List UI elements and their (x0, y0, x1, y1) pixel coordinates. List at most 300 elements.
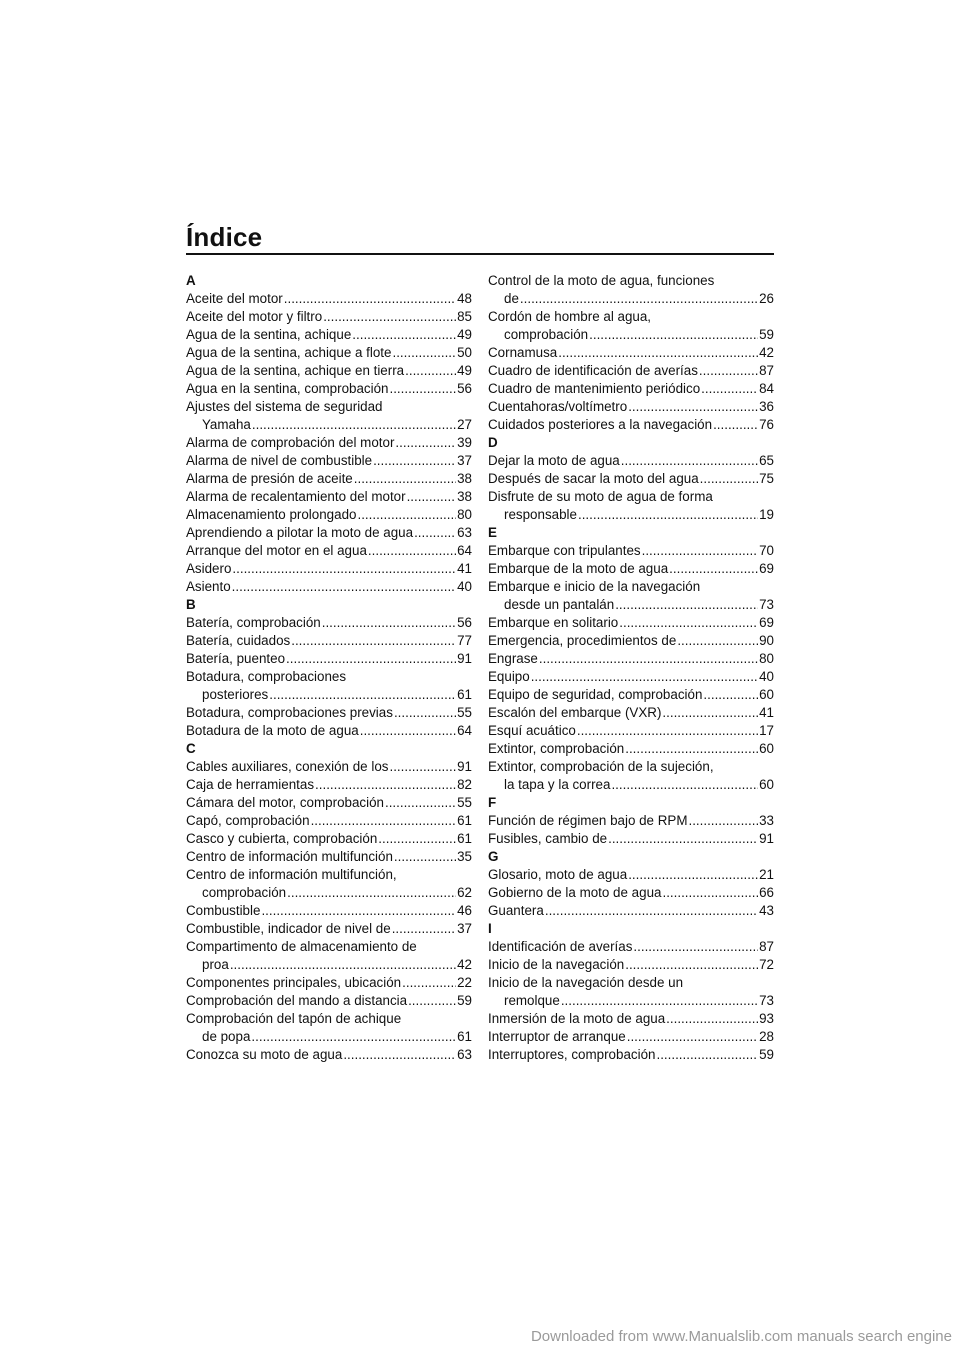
dot-leader (269, 686, 456, 704)
index-entry (186, 326, 472, 344)
index-entry-text: Guantera (488, 903, 544, 918)
index-page-number: 70 (759, 543, 774, 558)
index-entry-text: de popa (202, 1029, 251, 1044)
index-entry-text: Alarma de nivel de combustible (186, 453, 373, 468)
index-entry-text: Emergencia, procedimientos de (488, 633, 677, 648)
index-entry (186, 632, 472, 650)
index-page-number: 69 (759, 615, 774, 630)
dot-leader (389, 758, 456, 776)
index-page-number: 46 (457, 903, 472, 918)
index-entry-text: de (504, 291, 519, 306)
dot-leader (633, 938, 758, 956)
index-entry (488, 470, 774, 488)
index-entry (186, 578, 472, 596)
index-page-number: 87 (759, 363, 774, 378)
index-entry-text: Aprendiendo a pilotar la moto de agua (186, 525, 414, 540)
index-entry (488, 1010, 774, 1028)
dot-leader (232, 578, 456, 596)
dot-leader (611, 776, 758, 794)
dot-leader (392, 344, 456, 362)
dot-leader (677, 632, 758, 650)
index-entry-text: Equipo (488, 669, 530, 684)
index-entry-text: Compartimento de almacenamiento de (186, 939, 417, 954)
index-entry (186, 848, 472, 866)
index-entry-text: Fusibles, cambio de (488, 831, 608, 846)
index-entry-text: Cordón de hombre al agua, (488, 309, 652, 324)
index-page-number: 43 (759, 903, 774, 918)
dot-leader (323, 308, 456, 326)
dot-leader (621, 452, 758, 470)
index-entry-text: Batería, cuidados (186, 633, 291, 648)
index-entry (488, 362, 774, 380)
index-page-number: 41 (457, 561, 472, 576)
index-entry-text: Disfrute de su moto de agua de forma (488, 489, 713, 504)
dot-leader (628, 866, 758, 884)
index-section-letter: B (186, 597, 196, 612)
index-page-number: 35 (457, 849, 472, 864)
index-entry-text: Ajustes del sistema de seguridad (186, 399, 383, 414)
index-page-number: 37 (457, 921, 472, 936)
index-entry (186, 452, 472, 470)
index-page-number: 38 (457, 471, 472, 486)
index-entry (186, 920, 472, 938)
index-entry-text: Arranque del motor en el agua (186, 543, 367, 558)
index-entry-text: Agua de la sentina, achique en tierra (186, 363, 405, 378)
index-entry-text: Embarque de la moto de agua (488, 561, 669, 576)
index-entry (488, 308, 774, 326)
index-page-number: 26 (759, 291, 774, 306)
index-entry-text: Embarque e inicio de la navegación (488, 579, 701, 594)
index-entry-text: posteriores (202, 687, 269, 702)
index-entry (186, 668, 472, 686)
dot-leader (625, 740, 758, 758)
dot-leader (666, 1010, 758, 1028)
index-page-number: 91 (457, 759, 472, 774)
index-section-letter: D (488, 435, 498, 450)
index-entry-text: la tapa y la correa (504, 777, 611, 792)
index-entry-text: Agua de la sentina, achique a flote (186, 345, 392, 360)
dot-leader (701, 380, 758, 398)
dot-leader (291, 632, 456, 650)
index-entry-text: Caja de herramientas (186, 777, 315, 792)
index-entry (488, 686, 774, 704)
index-entry-text: Combustible (186, 903, 261, 918)
index-page-number: 64 (457, 543, 472, 558)
index-page-number: 39 (457, 435, 472, 450)
index-entry (488, 488, 774, 506)
dot-leader (615, 596, 758, 614)
index-entry (488, 902, 774, 920)
dot-leader (619, 614, 758, 632)
dot-leader (561, 992, 758, 1010)
index-page-number: 87 (759, 939, 774, 954)
index-entry-text: Función de régimen bajo de RPM (488, 813, 688, 828)
dot-leader (669, 560, 758, 578)
index-page-number: 60 (759, 687, 774, 702)
index-entry-text: Inicio de la navegación (488, 957, 625, 972)
index-page-number: 85 (457, 309, 472, 324)
index-entry-text: Extintor, comprobación de la sujeción, (488, 759, 714, 774)
footer-watermark: Downloaded from www.Manualslib.com manuals search engine (530, 1328, 952, 1345)
index-page-number: 55 (457, 795, 472, 810)
index-entry (488, 416, 774, 434)
page-title: Índice (186, 222, 263, 252)
dot-leader (408, 992, 456, 1010)
index-entry (488, 344, 774, 362)
index-entry (186, 1046, 472, 1064)
title-underline (186, 253, 774, 255)
dot-leader (389, 380, 456, 398)
index-page-number: 63 (457, 525, 472, 540)
index-entry (488, 1046, 774, 1064)
index-entry-continuation (488, 776, 774, 794)
index-entry (488, 938, 774, 956)
index-entry (186, 866, 472, 884)
index-entry-text: Identificación de averías (488, 939, 633, 954)
index-page-number: 42 (457, 957, 472, 972)
dot-leader (627, 1028, 758, 1046)
index-entry (488, 272, 774, 290)
index-entry (186, 506, 472, 524)
index-entry-text: Interruptores, comprobación (488, 1047, 656, 1062)
dot-leader (261, 902, 456, 920)
index-page-number: 28 (759, 1029, 774, 1044)
index-page-number: 61 (457, 1029, 472, 1044)
index-page-number: 93 (759, 1011, 774, 1026)
index-entry-text: Equipo de seguridad, comprobación (488, 687, 703, 702)
index-page-number: 91 (759, 831, 774, 846)
index-entry-text: Conozca su moto de agua (186, 1047, 343, 1062)
dot-leader (230, 956, 456, 974)
dot-leader (407, 488, 457, 506)
index-entry (488, 956, 774, 974)
index-entry-text: Botadura, comprobaciones previas (186, 705, 393, 720)
index-page-number: 56 (457, 615, 472, 630)
index-entry-continuation (488, 992, 774, 1010)
index-entry (488, 578, 774, 596)
index-page-number: 76 (759, 417, 774, 432)
index-entry (488, 866, 774, 884)
dot-leader (700, 470, 758, 488)
index-entry (488, 704, 774, 722)
index-entry (186, 524, 472, 542)
dot-leader (232, 560, 456, 578)
index-entry-continuation (186, 884, 472, 902)
index-entry (488, 722, 774, 740)
index-page-number: 77 (457, 633, 472, 648)
index-entry-text: Combustible, indicador de nivel de (186, 921, 391, 936)
index-entry-text: Embarque con tripulantes (488, 543, 641, 558)
index-entry-text: Aceite del motor y filtro (186, 309, 323, 324)
index-page-number: 40 (759, 669, 774, 684)
index-entry (186, 776, 472, 794)
dot-leader (287, 884, 456, 902)
index-entry-text: Embarque en solitario (488, 615, 619, 630)
index-page-number: 59 (759, 1047, 774, 1062)
index-entry (186, 902, 472, 920)
index-entry (488, 1028, 774, 1046)
index-entry-text: Agua en la sentina, comprobación (186, 381, 389, 396)
index-entry-text: comprobación (202, 885, 287, 900)
index-entry (186, 560, 472, 578)
index-entry-continuation (186, 956, 472, 974)
dot-leader (642, 542, 759, 560)
index-entry-continuation (488, 506, 774, 524)
index-page-number: 36 (759, 399, 774, 414)
index-page-number: 84 (759, 381, 774, 396)
index-entry-text: Casco y cubierta, comprobación (186, 831, 378, 846)
index-entry-text: Centro de información multifunción (186, 849, 393, 864)
index-entry (186, 362, 472, 380)
dot-leader (392, 920, 456, 938)
index-page-number: 21 (759, 867, 774, 882)
dot-leader (713, 416, 758, 434)
index-entry-text: remolque (504, 993, 560, 1008)
index-section-letter: E (488, 525, 497, 540)
index-entry-text: Extintor, comprobación (488, 741, 625, 756)
dot-leader (354, 470, 456, 488)
index-entry-text: Alarma de comprobación del motor (186, 435, 395, 450)
index-entry (186, 704, 472, 722)
index-entry-text: Inicio de la navegación desde un (488, 975, 684, 990)
index-entry-text: Batería, comprobación (186, 615, 321, 630)
dot-leader (531, 668, 758, 686)
index-page-number: 82 (457, 777, 472, 792)
index-entry (186, 1010, 472, 1028)
index-page-number: 48 (457, 291, 472, 306)
index-entry (488, 542, 774, 560)
index-entry (488, 812, 774, 830)
index-entry (186, 434, 472, 452)
index-entry-text: Comprobación del tapón de achique (186, 1011, 402, 1026)
index-entry-text: Componentes principales, ubicación (186, 975, 402, 990)
dot-leader (703, 686, 758, 704)
index-page-number: 61 (457, 687, 472, 702)
dot-leader (589, 326, 758, 344)
dot-leader (395, 434, 456, 452)
dot-leader (251, 1028, 456, 1046)
index-page-number: 90 (759, 633, 774, 648)
dot-leader (577, 722, 758, 740)
index-section-letter: C (186, 741, 196, 756)
index-entry-text: Asiento (186, 579, 231, 594)
index-entry-text: Cuadro de identificación de averías (488, 363, 698, 378)
index-page-number: 64 (457, 723, 472, 738)
index-entry-text: Escalón del embarque (VXR) (488, 705, 662, 720)
index-page-number: 22 (457, 975, 472, 990)
index-entry-text: Centro de información multifunción, (186, 867, 397, 882)
index-page-number: 73 (759, 993, 774, 1008)
index-entry (186, 830, 472, 848)
dot-leader (352, 326, 456, 344)
dot-leader (284, 290, 456, 308)
dot-leader (628, 398, 758, 416)
index-entry (488, 614, 774, 632)
index-entry-text: Agua de la sentina, achique (186, 327, 352, 342)
index-entry-text: Alarma de presión de aceite (186, 471, 353, 486)
index-entry (488, 452, 774, 470)
dot-leader (402, 974, 456, 992)
index-entry (186, 938, 472, 956)
index-entry-text: Cornamusa (488, 345, 558, 360)
dot-leader (322, 614, 456, 632)
index-page-number: 49 (457, 363, 472, 378)
index-entry (186, 308, 472, 326)
index-page-number: 59 (457, 993, 472, 1008)
index-page-number: 19 (759, 507, 774, 522)
index-entry (186, 470, 472, 488)
index-page-number: 56 (457, 381, 472, 396)
index-entry (186, 650, 472, 668)
index-section-letter: F (488, 795, 497, 810)
index-section-letter: I (488, 921, 492, 936)
dot-leader (662, 884, 758, 902)
index-page-number: 65 (759, 453, 774, 468)
index-column-left (186, 272, 472, 1064)
index-page-number: 61 (457, 813, 472, 828)
dot-leader (558, 344, 758, 362)
index-entry-continuation (488, 326, 774, 344)
dot-leader (688, 812, 758, 830)
dot-leader (545, 902, 758, 920)
index-page-number: 41 (759, 705, 774, 720)
index-entry-continuation (186, 686, 472, 704)
index-entry (186, 542, 472, 560)
index-page-number: 69 (759, 561, 774, 576)
index-entry-text: Asidero (186, 561, 232, 576)
index-page-number: 80 (457, 507, 472, 522)
index-entry (186, 974, 472, 992)
index-page-number: 17 (759, 723, 774, 738)
dot-leader (656, 1046, 758, 1064)
index-entry-text: Inmersión de la moto de agua (488, 1011, 666, 1026)
index-section-letter: A (186, 273, 196, 288)
index-page-number: 49 (457, 327, 472, 342)
index-entry (186, 398, 472, 416)
index-page-number: 50 (457, 345, 472, 360)
index-page-number: 40 (457, 579, 472, 594)
index-page-number: 62 (457, 885, 472, 900)
index-page-number: 91 (457, 651, 472, 666)
dot-leader (252, 416, 456, 434)
index-entry-text: proa (202, 957, 229, 972)
index-page-number: 38 (457, 489, 472, 504)
index-entry (186, 794, 472, 812)
index-entry-text: Gobierno de la moto de agua (488, 885, 662, 900)
index-entry-text: Control de la moto de agua, funciones (488, 273, 715, 288)
index-entry (488, 668, 774, 686)
dot-leader (699, 362, 758, 380)
index-entry-text: Botadura, comprobaciones (186, 669, 347, 684)
index-entry-text: Esquí acuático (488, 723, 576, 738)
index-page-number: 60 (759, 777, 774, 792)
index-entry-text: Cuidados posteriores a la navegación (488, 417, 713, 432)
index-entry (488, 560, 774, 578)
index-page-number: 61 (457, 831, 472, 846)
index-entry-continuation (186, 416, 472, 434)
index-entry-continuation (186, 1028, 472, 1046)
index-entry-continuation (488, 596, 774, 614)
index-entry (186, 488, 472, 506)
index-entry (186, 992, 472, 1010)
index-entry (186, 344, 472, 362)
index-entry (488, 398, 774, 416)
index-entry-text: Batería, puenteo (186, 651, 286, 666)
dot-leader (405, 362, 456, 380)
index-page-number: 66 (759, 885, 774, 900)
index-entry-text: Botadura de la moto de agua (186, 723, 359, 738)
index-entry (186, 758, 472, 776)
index-page-number: 33 (759, 813, 774, 828)
index-page-number: 63 (457, 1047, 472, 1062)
dot-leader (343, 1046, 456, 1064)
dot-leader (378, 830, 456, 848)
index-entry-text: Cámara del motor, comprobación (186, 795, 384, 810)
index-entry-text: Cuadro de mantenimiento periódico (488, 381, 701, 396)
index-column-right (488, 272, 774, 1064)
index-entry (186, 380, 472, 398)
dot-leader (625, 956, 758, 974)
index-page-number: 59 (759, 327, 774, 342)
dot-leader (414, 524, 456, 542)
index-entry (186, 614, 472, 632)
dot-leader (394, 704, 456, 722)
index-page-number: 27 (457, 417, 472, 432)
index-page-number: 72 (759, 957, 774, 972)
index-entry-text: Después de sacar la moto del agua (488, 471, 699, 486)
index-entry (488, 632, 774, 650)
index-entry-text: Cables auxiliares, conexión de los (186, 759, 389, 774)
dot-leader (662, 704, 758, 722)
dot-leader (315, 776, 456, 794)
dot-leader (394, 848, 456, 866)
index-page-number: 55 (457, 705, 472, 720)
dot-leader (385, 794, 456, 812)
dot-leader (520, 290, 758, 308)
index-entry-text: responsable (504, 507, 577, 522)
index-page-number: 75 (759, 471, 774, 486)
index-entry (488, 380, 774, 398)
dot-leader (578, 506, 758, 524)
index-entry (488, 974, 774, 992)
index-entry-text: desde un pantalán (504, 597, 615, 612)
index-entry-text: Cuentahoras/voltímetro (488, 399, 628, 414)
index-entry-text: Almacenamiento prolongado (186, 507, 357, 522)
index-entry-text: Yamaha (202, 417, 251, 432)
dot-leader (539, 650, 758, 668)
dot-leader (360, 722, 456, 740)
index-page-number: 80 (759, 651, 774, 666)
index-section-letter: G (488, 849, 499, 864)
index-entry-text: Engrase (488, 651, 538, 666)
index-entry-text: Aceite del motor (186, 291, 283, 306)
index-entry (488, 740, 774, 758)
dot-leader (608, 830, 758, 848)
index-entry-text: Dejar la moto de agua (488, 453, 620, 468)
index-entry (186, 812, 472, 830)
index-entry (186, 290, 472, 308)
index-entry-text: Comprobación del mando a distancia (186, 993, 408, 1008)
dot-leader (357, 506, 456, 524)
index-entry (488, 758, 774, 776)
index-entry (186, 722, 472, 740)
index-page-number: 73 (759, 597, 774, 612)
index-entry-continuation (488, 290, 774, 308)
index-entry-text: Glosario, moto de agua (488, 867, 628, 882)
index-entry (488, 650, 774, 668)
index-entry (488, 884, 774, 902)
dot-leader (373, 452, 456, 470)
